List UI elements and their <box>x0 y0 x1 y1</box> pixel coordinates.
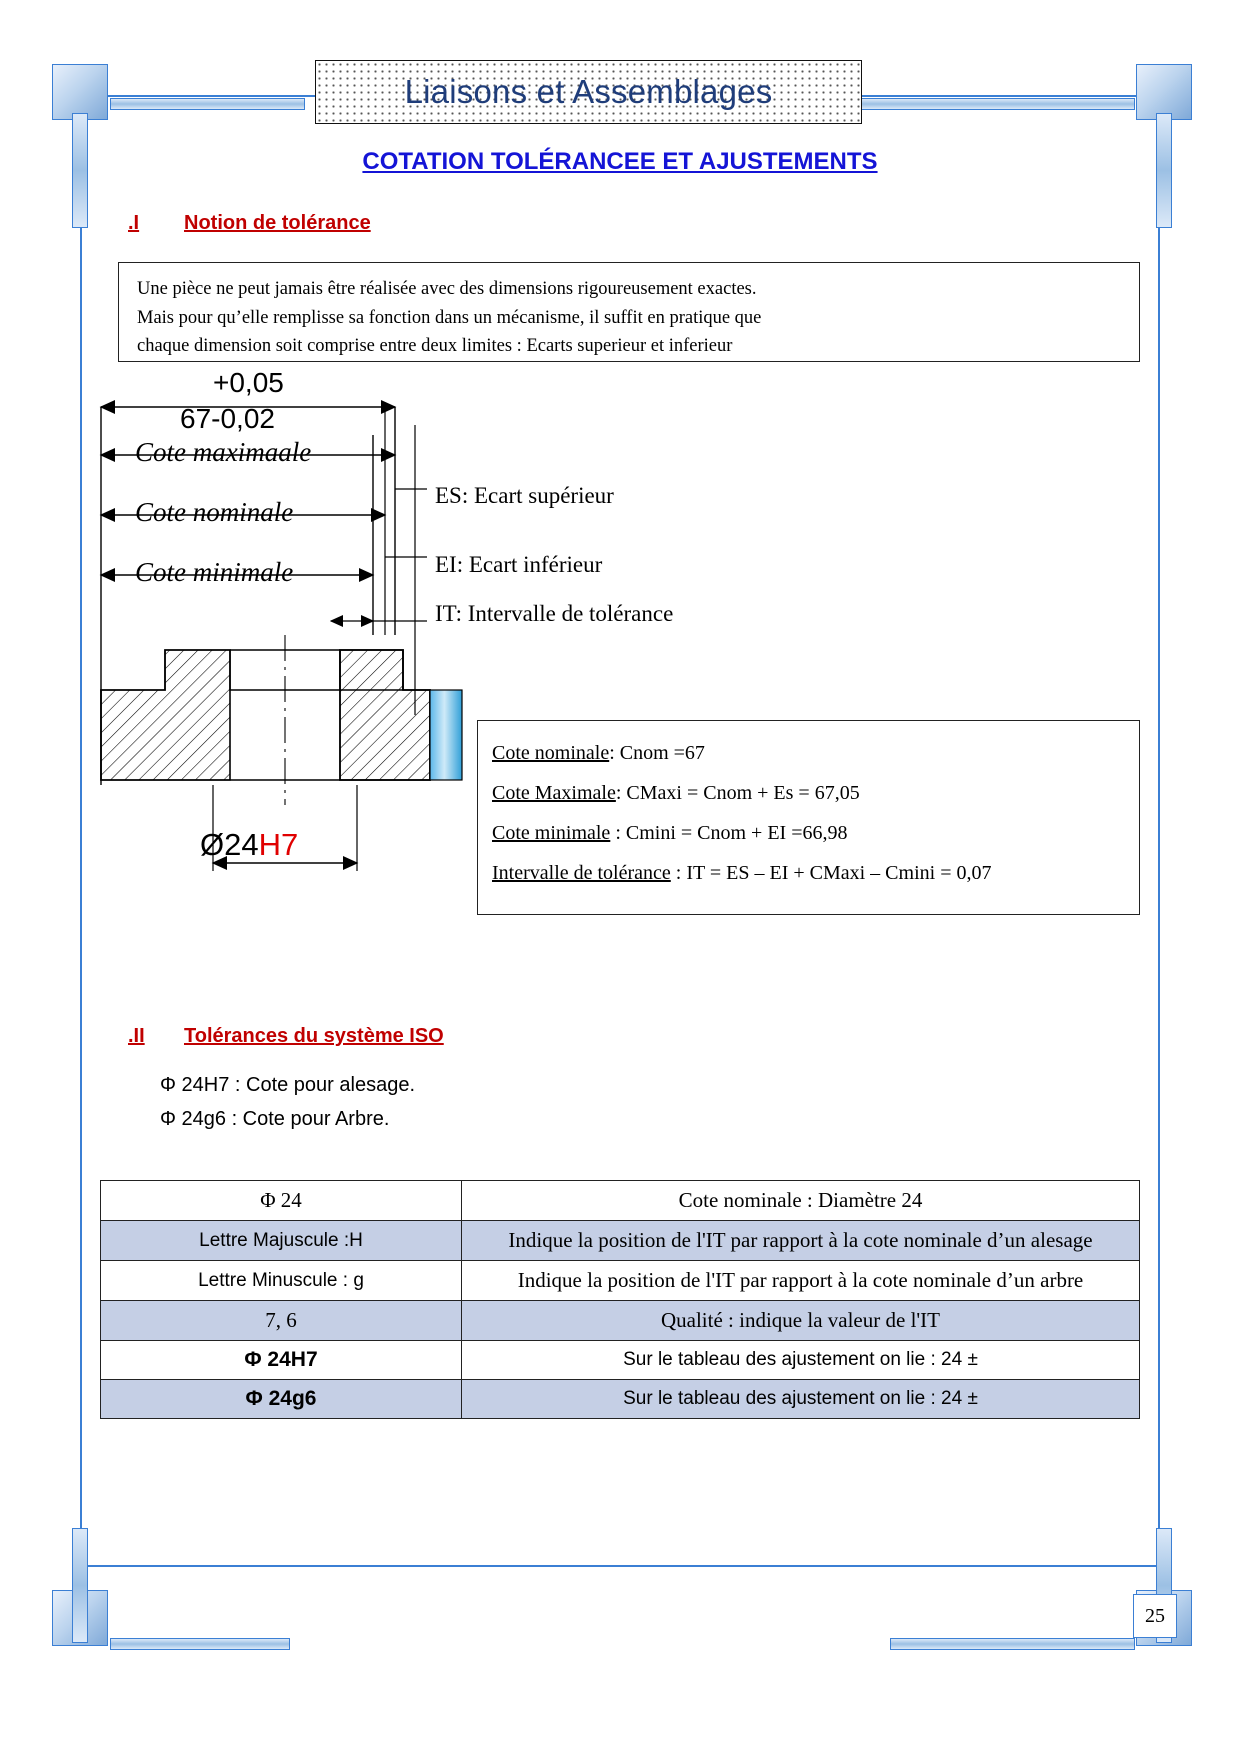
table-cell-right: Indique la position de l'IT par rapport à la cote nominale d’un alesage <box>462 1221 1140 1261</box>
document-title: Liaisons et Assemblages <box>404 73 773 110</box>
table-cell-right: Sur le tableau des ajustement on lie : 24 ± <box>462 1341 1140 1380</box>
bore-dimension-fit: H7 <box>258 827 299 862</box>
table-cell-right: Cote nominale : Diamètre 24 <box>462 1181 1140 1221</box>
tolerance-nominal-value: 67-0,02 <box>180 403 275 434</box>
section-number-1: .I <box>128 212 140 234</box>
formula-label-intervalle: Intervalle de tolérance <box>492 862 671 884</box>
intro-line-3: chaque dimension soit comprise entre deux limites : Ecarts superieur et inferieur <box>137 336 733 357</box>
corner-ornament-top-left <box>52 64 108 120</box>
section-number-2: .II <box>128 1025 145 1047</box>
document-title-box <box>315 60 862 124</box>
frame-stub-vertical-bottom-left <box>72 1528 88 1643</box>
formula-label-cote-nominale: Cote nominale <box>492 742 610 764</box>
formula-row-2 <box>492 773 1125 813</box>
tolerance-upper-value: +0,05 <box>213 367 284 398</box>
label-cote-nominale: Cote nominale <box>135 497 294 527</box>
frame-stub-horizontal-top-left <box>110 98 305 110</box>
formula-value-intervalle: : IT = ES – EI + CMaxi – Cmini = 0,07 <box>670 862 992 884</box>
formula-value-cote-minimale: : Cmini = Cnom + EI =66,98 <box>610 822 848 844</box>
iso-designation-list <box>160 1068 415 1136</box>
page-number: 25 <box>1133 1594 1177 1638</box>
label-cote-maximale: Cote maximaale <box>135 437 312 467</box>
iso-designation-table <box>100 1180 1140 1419</box>
iso-list-item-arbre: Φ 24g6 : Cote pour Arbre. <box>160 1108 390 1130</box>
table-row <box>101 1301 1140 1341</box>
frame-stub-horizontal-bottom-right <box>890 1638 1135 1650</box>
corner-ornament-top-right <box>1136 64 1192 120</box>
section-label-2: Tolérances du système ISO <box>184 1025 444 1047</box>
table-cell-left: Lettre Minuscule : g <box>101 1261 462 1301</box>
legend-intervalle-tolerance: IT: Intervalle de tolérance <box>435 601 674 626</box>
legend-ecart-inferieur: EI: Ecart inférieur <box>435 552 603 577</box>
table-cell-left: Φ 24H7 <box>101 1341 462 1380</box>
table-row <box>101 1261 1140 1301</box>
table-cell-left: Φ 24 <box>101 1181 462 1221</box>
legend-ecart-superieur: ES: Ecart supérieur <box>435 483 614 508</box>
document-subtitle: COTATION TOLÉRANCEE ET AJUSTEMENTS <box>362 148 878 175</box>
table-cell-right: Qualité : indique la valeur de l'IT <box>462 1301 1140 1341</box>
formula-box <box>477 720 1140 915</box>
table-cell-left: Lettre Majuscule :H <box>101 1221 462 1261</box>
formula-label-cote-maximale: Cote Maximale <box>492 782 616 804</box>
frame-stub-horizontal-top-right <box>860 98 1135 110</box>
formula-value-cote-nominale: : Cnom =67 <box>609 742 705 764</box>
formula-row-4 <box>492 853 1125 893</box>
bore-dimension-value: Ø24 <box>200 827 259 862</box>
table-cell-left: 7, 6 <box>101 1301 462 1341</box>
table-row <box>101 1380 1140 1419</box>
table-row <box>101 1221 1140 1261</box>
label-cote-minimale: Cote minimale <box>135 557 294 587</box>
formula-row-1 <box>492 733 1125 773</box>
table-cell-left: Φ 24g6 <box>101 1380 462 1419</box>
intro-line-2: Mais pour qu’elle remplisse sa fonction dans un mécanisme, il suffit en pratique que <box>137 307 762 328</box>
table-row <box>101 1341 1140 1380</box>
intro-line-1: Une pièce ne peut jamais être réalisée avec des dimensions rigoureusement exactes. <box>137 279 757 299</box>
intro-text-box <box>118 262 1140 362</box>
formula-row-3 <box>492 813 1125 853</box>
table-cell-right: Sur le tableau des ajustement on lie : 24 ± <box>462 1380 1140 1419</box>
formula-value-cote-maximale: : CMaxi = Cnom + Es = 67,05 <box>615 782 860 804</box>
section-label-1: Notion de tolérance <box>184 212 371 234</box>
section-heading-2 <box>128 1025 444 1048</box>
table-row <box>101 1181 1140 1221</box>
formula-label-cote-minimale: Cote minimale <box>492 822 611 844</box>
iso-list-item-alesage: Φ 24H7 : Cote pour alesage. <box>160 1074 415 1096</box>
bore-dimension <box>200 827 298 863</box>
frame-stub-horizontal-bottom-left <box>110 1638 290 1650</box>
section-heading-1 <box>128 212 371 235</box>
table-cell-right: Indique la position de l'IT par rapport à la cote nominale d’un arbre <box>462 1261 1140 1301</box>
